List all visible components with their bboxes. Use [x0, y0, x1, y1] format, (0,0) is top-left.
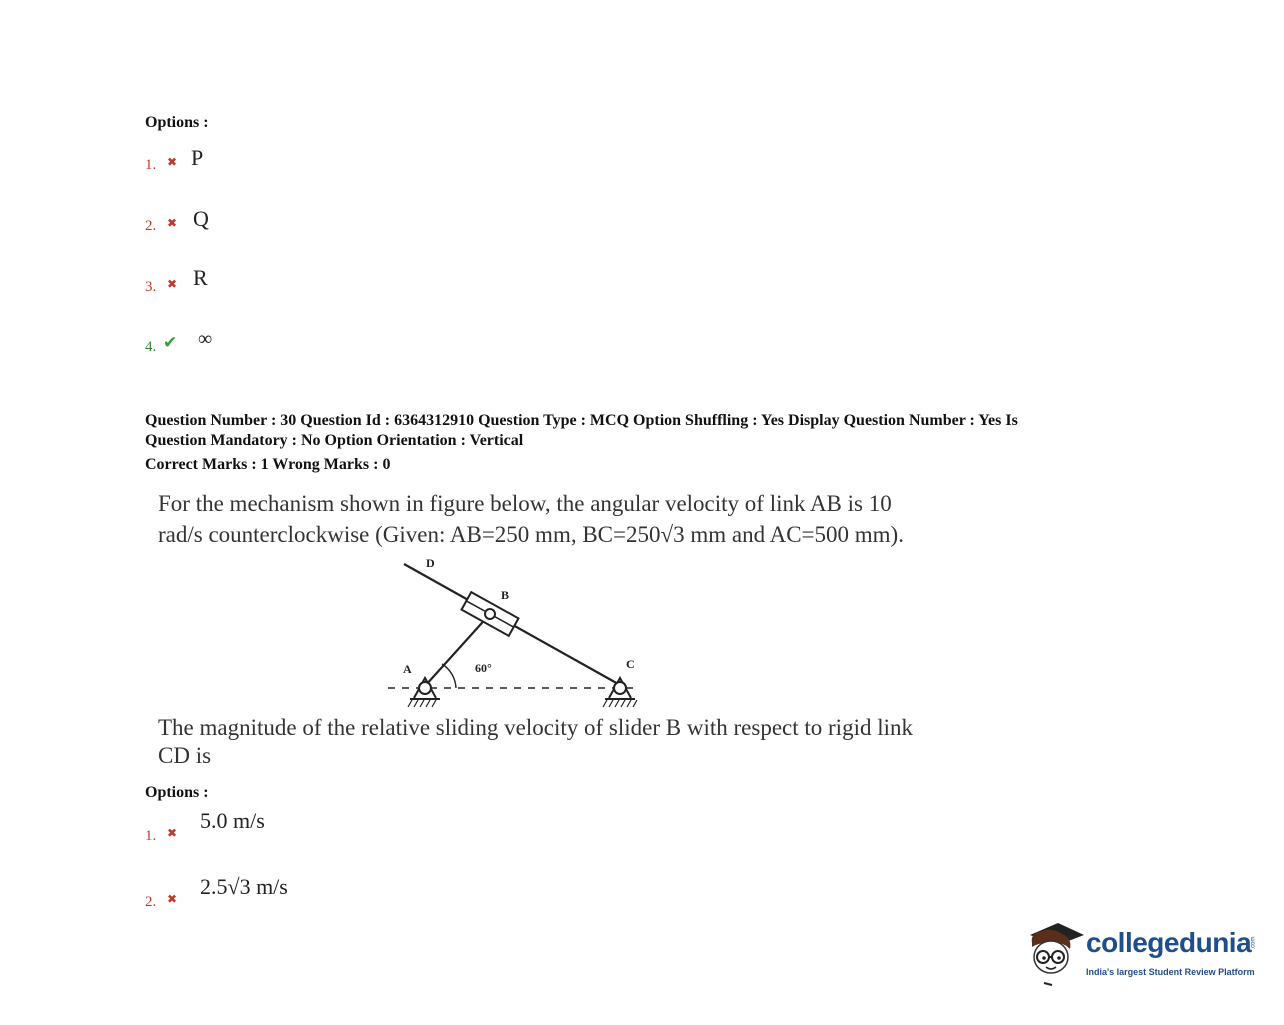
mascot-icon — [1022, 917, 1084, 989]
question-marks: Correct Marks : 1 Wrong Marks : 0 — [145, 456, 391, 473]
label-c: C — [626, 657, 635, 671]
link-ab — [425, 614, 490, 686]
question-meta-line: Question Mandatory : No Option Orientation : Vertical — [145, 432, 524, 449]
option-number: 1. — [145, 828, 157, 844]
label-a: A — [403, 662, 412, 676]
option-text: 2.5√3 m/s — [200, 874, 288, 899]
option-text: ∞ — [198, 328, 213, 350]
option-number: 2. — [145, 218, 157, 234]
question-meta — [145, 411, 1145, 451]
option-number: 1. — [145, 157, 157, 173]
question-text — [158, 488, 1058, 550]
logo-wordmark: collegedunia — [1086, 927, 1252, 958]
question-meta-line: Question Number : 30 Question Id : 6364312910 Question Type : MCQ Option Shuffling : Yes Display Question Number : Yes Is — [145, 412, 1018, 429]
logo-tagline: India's largest Student Review Platform — [1086, 967, 1255, 977]
wrong-icon: ✖ — [167, 155, 178, 169]
check-icon: ✔ — [163, 333, 178, 352]
option-number: 2. — [145, 894, 157, 910]
label-b: B — [501, 588, 510, 602]
options-heading: Options : — [145, 114, 209, 131]
pivot-c — [603, 678, 637, 707]
angle-label: 60° — [475, 661, 492, 675]
logo-suffix: .com — [1250, 936, 1257, 950]
angle-arc — [442, 664, 456, 688]
wrong-icon: ✖ — [167, 277, 178, 291]
slider-b — [462, 592, 519, 636]
options-heading: Options : — [145, 784, 209, 801]
wrong-icon: ✖ — [167, 892, 178, 906]
question-text-line: CD is — [158, 743, 212, 768]
option-text: Q — [193, 206, 209, 231]
option-number: 3. — [145, 279, 157, 295]
question-text-line: rad/s counterclockwise (Given: AB=250 mm, BC=250√3 mm and AC=500 mm). — [158, 522, 904, 547]
question-text-continued — [158, 714, 1058, 770]
option-text: 5.0 m/s — [200, 808, 265, 833]
label-d: D — [426, 556, 435, 570]
option-text: P — [191, 145, 204, 170]
option-text: R — [193, 265, 208, 290]
wrong-icon: ✖ — [167, 216, 178, 230]
mechanism-diagram — [370, 548, 670, 718]
question-text-line: The magnitude of the relative sliding velocity of slider B with respect to rigid link — [158, 715, 913, 740]
collegedunia-logo — [1022, 915, 1262, 995]
question-text-line: For the mechanism shown in figure below, the angular velocity of link AB is 10 — [158, 491, 892, 516]
wrong-icon: ✖ — [167, 826, 178, 840]
option-number: 4. — [145, 339, 157, 355]
pivot-a — [408, 678, 440, 707]
